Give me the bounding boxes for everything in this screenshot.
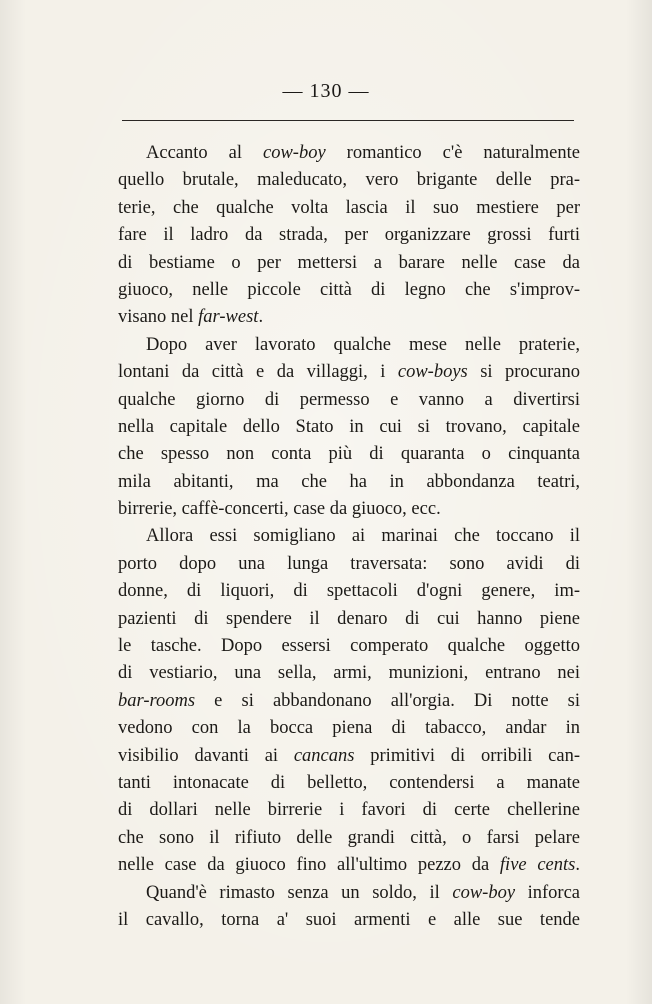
text-line: nella capitale dello Stato in cui si trovano, capitale	[118, 416, 580, 437]
text-line: quello brutale, maleducato, vero brigante delle pra-	[118, 170, 580, 191]
italic-term: bar-rooms	[118, 690, 196, 711]
text-line: di dollari nelle birrerie i favori di certe chellerine	[118, 800, 580, 821]
text-line: che sono il rifiuto delle grandi città, o farsi pelare	[118, 827, 580, 848]
text-line: lontani da città e da villaggi, i cow-boys si procurano	[118, 362, 580, 383]
text-line: bar-rooms e si abbandonano all'orgia. Di notte si	[118, 690, 580, 711]
text-line: nelle case da giuoco fino all'ultimo pezzo da five cents.	[118, 855, 580, 876]
text-line: birrerie, caffè-concerti, case da giuoco, ecc.	[118, 499, 441, 520]
text-line: il cavallo, torna a' suoi armenti e alle sue tende	[118, 909, 580, 930]
text-line: vedono con la bocca piena di tabacco, andar in	[118, 718, 580, 739]
text-line: Quand'è rimasto senza un soldo, il cow-boy inforca	[146, 882, 580, 903]
italic-term: cow-boys	[397, 362, 468, 383]
text-line: giuoco, nelle piccole città di legno che s'improv-	[118, 279, 580, 300]
text-line: donne, di liquori, di spettacoli d'ogni genere, im-	[118, 581, 580, 602]
page-number: — 130 —	[282, 80, 370, 102]
body-text	[118, 140, 580, 934]
italic-term: cancans	[293, 745, 355, 766]
text-line: terie, che qualche volta lascia il suo mestiere per	[118, 197, 580, 218]
header-rule	[122, 120, 574, 121]
text-line: porto dopo una lunga traversata: sono avidi di	[118, 553, 580, 574]
text-line: di bestiame o per mettersi a barare nelle case da	[118, 252, 580, 273]
text-line: Allora essi somigliano ai marinai che toccano il	[146, 526, 580, 547]
text-line: che spesso non conta più di quaranta o cinquanta	[118, 444, 580, 465]
text-line: mila abitanti, ma che ha in abbondanza teatri,	[118, 471, 580, 492]
italic-term: five cents	[499, 855, 576, 876]
text-line: qualche giorno di permesso e vanno a divertirsi	[118, 389, 580, 410]
text-line: pazienti di spendere il denaro di cui hanno piene	[118, 608, 580, 629]
text-line: fare il ladro da strada, per organizzare grossi furti	[118, 225, 580, 246]
text-line: visano nel far-west.	[118, 307, 264, 328]
text-line: le tasche. Dopo essersi comperato qualche oggetto	[118, 636, 580, 657]
text-line: di vestiario, una sella, armi, munizioni, entrano nei	[118, 663, 580, 684]
text-line: Dopo aver lavorato qualche mese nelle praterie,	[146, 334, 580, 355]
text-line: visibilio davanti ai cancans primitivi di orribili can-	[118, 745, 581, 766]
italic-term: cow-boy	[262, 143, 326, 163]
text-line: tanti intonacate di belletto, contendersi a manate	[118, 772, 580, 793]
italic-term: cow-boy	[452, 882, 516, 903]
italic-term: far-west	[198, 307, 259, 328]
text-line: Accanto al cow-boy romantico c'è naturalmente	[146, 143, 580, 163]
